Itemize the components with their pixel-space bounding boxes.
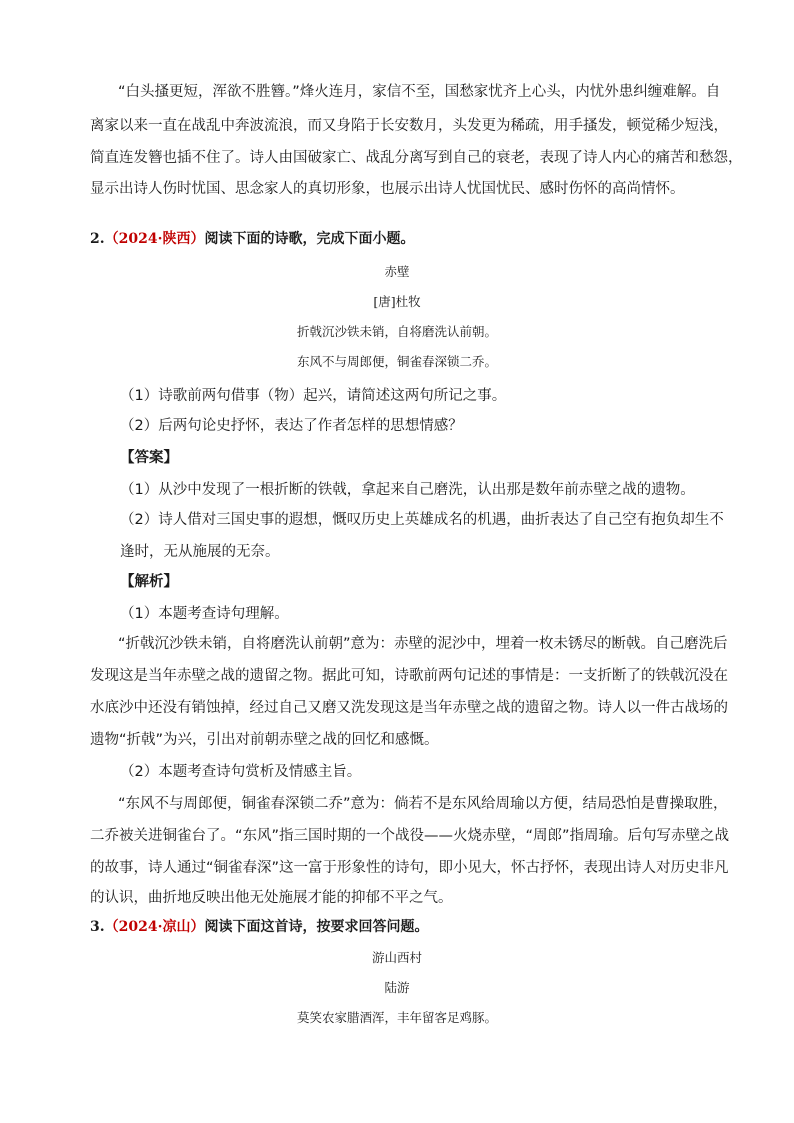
intro-line-1: “白头搔更短，浑欲不胜簪。”烽火连月，家信不至，国愁家忧齐上心头，内忧外患纠缠难解。自 <box>118 84 721 100</box>
question-text: 阅读下面的诗歌，完成下面小题。 <box>204 231 415 247</box>
intro-line-4: 显示出诗人伤时忧国、思念家人的真切形象，也展示出诗人忧国忧民、感时伤怀的高尚情怀。 <box>90 181 685 197</box>
analysis-1-heading: （1）本题考查诗句理解。 <box>120 606 289 622</box>
poem-line-2: 东风不与周郎便，铜雀春深锁二乔。 <box>296 354 497 369</box>
question-text: 阅读下面这首诗，按要求回答问题。 <box>204 919 429 935</box>
answer-label: 【答案】 <box>120 450 178 466</box>
analysis-2-line-1: “东风不与周郎便，铜雀春深锁二乔”意为：倘若不是东风给周瑜以方便，结局恐怕是曹操取胜， <box>118 796 728 812</box>
intro-line-2: 离家以来一直在战乱中奔波流浪，而又身陷于长安数月，头发更为稀疏，用手搔发，顿觉稀少短浅， <box>90 118 728 134</box>
question-source: （2024·陕西） <box>104 231 205 247</box>
question-source: （2024·凉山） <box>104 919 205 935</box>
answer-2-line-2: 逢时，无从施展的无奈。 <box>120 544 280 560</box>
analysis-2-line-3: 的故事，诗人通过“铜雀春深”这一富于形象性的诗句，即小见大，怀古抒怀，表现出诗人对历史非凡 <box>90 860 729 876</box>
analysis-1-line-1: “折戟沉沙铁未销，自将磨洗认前朝”意为：赤壁的泥沙中，埋着一枚未锈尽的断戟。自己磨洗后 <box>118 636 728 652</box>
analysis-label: 【解析】 <box>120 574 178 590</box>
subquestion-1: （1）诗歌前两句借事（物）起兴，请简述这两句所记之事。 <box>120 388 507 404</box>
analysis-1-line-4: 遗物“折戟”为兴，引出对前朝赤壁之战的回忆和感慨。 <box>90 732 439 748</box>
question-2-heading <box>90 228 414 248</box>
question-number: 3. <box>90 919 105 935</box>
poem-author: 陆游 <box>384 980 410 995</box>
poem-line-1: 折戟沉沙铁未销，自将磨洗认前朝。 <box>296 324 497 339</box>
answer-1: （1）从沙中发现了一根折断的铁戟，拿起来自己磨洗，认出那是数年前赤壁之战的遗物。 <box>120 482 695 498</box>
analysis-1-line-2: 发现这是当年赤壁之战的遗留之物。据此可知，诗歌前两句记述的事情是：一支折断了的铁戟沉没在 <box>90 668 728 684</box>
intro-line-3: 简直连发簪也插不住了。诗人由国破家亡、战乱分离写到自己的衰老，表现了诗人内心的痛苦和愁怨， <box>90 150 743 166</box>
poem-line-1: 莫笑农家腊酒浑，丰年留客足鸡豚。 <box>296 1010 497 1025</box>
poem-title: 赤壁 <box>384 264 410 279</box>
analysis-2-heading: （2）本题考查诗句赏析及情感主旨。 <box>120 764 362 780</box>
analysis-1-line-3: 水底沙中还没有销蚀掉，经过自己又磨又洗发现这是当年赤壁之战的遗留之物。诗人以一件古战场的 <box>90 700 728 716</box>
answer-2-line-1: （2）诗人借对三国史事的遐想，慨叹历史上英雄成名的机遇，曲折表达了自己空有抱负却生不 <box>120 512 724 528</box>
subquestion-2: （2）后两句论史抒怀，表达了作者怎样的思想情感？ <box>120 418 463 434</box>
poem-author: [唐]杜牧 <box>373 294 421 309</box>
poem-title: 游山西村 <box>371 950 422 965</box>
analysis-2-line-4: 的认识，曲折地反映出他无处施展才能的抑郁不平之气。 <box>90 890 453 906</box>
analysis-2-line-2: 二乔被关进铜雀台了。“东风”指三国时期的一个战役——火烧赤壁，“周郎”指周瑜。后句写赤壁之战 <box>90 828 730 844</box>
question-number: 2. <box>90 231 105 247</box>
question-3-heading <box>90 916 428 936</box>
